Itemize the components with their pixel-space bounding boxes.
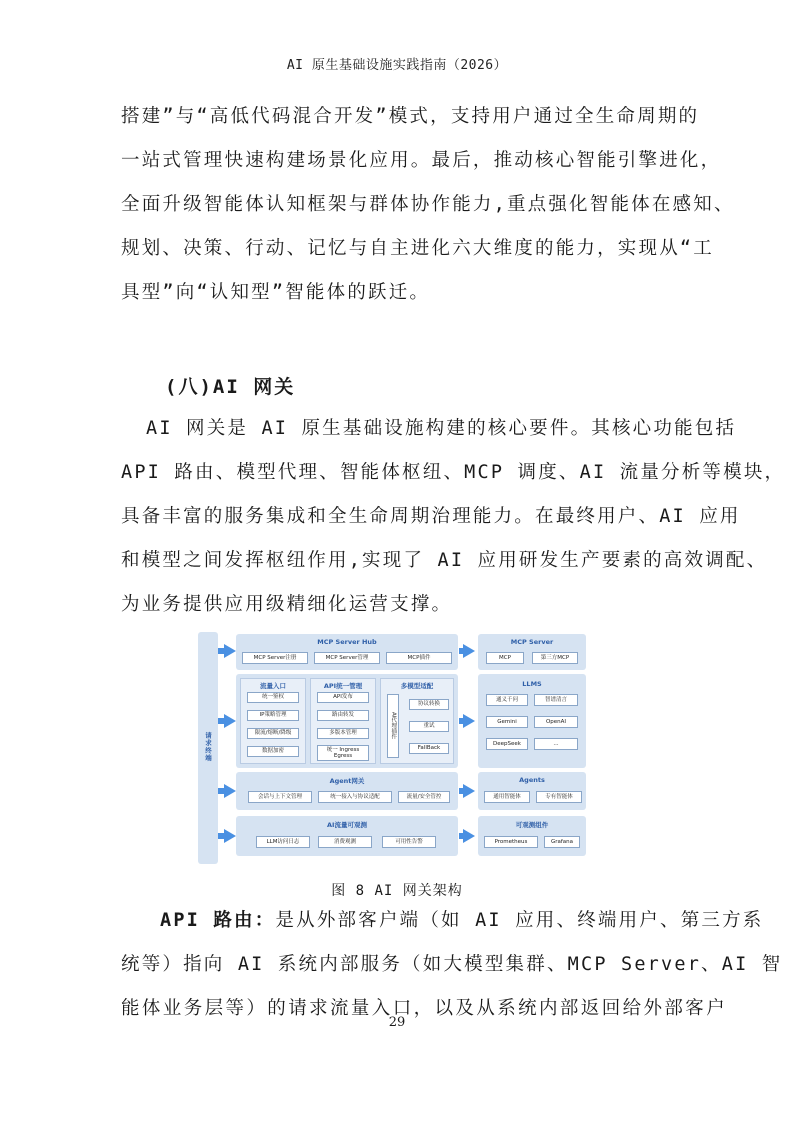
agents-item: 通用智能体 xyxy=(484,791,530,803)
api-mgmt-item: 路由转发 xyxy=(317,710,369,721)
agent-gateway-panel xyxy=(236,772,458,810)
traffic-entry-item: IP策略管理 xyxy=(247,710,299,721)
request-terminal-label: 请求终端 xyxy=(204,732,212,762)
mcp-server-panel xyxy=(478,634,586,670)
mcp-server-item: MCP xyxy=(486,652,524,664)
paragraph-line: 规划、决策、行动、记忆与自主进化六大维度的能力，实现从“工 xyxy=(121,238,714,259)
llm-item: 通义千问 xyxy=(486,694,528,706)
arrow-icon xyxy=(224,784,236,798)
multi-model-group xyxy=(380,678,454,764)
traffic-entry-group xyxy=(240,678,306,764)
paragraph-line: 具型”向“认知型”智能体的跃迁。 xyxy=(121,282,431,303)
api-mgmt-item: 多版本管理 xyxy=(317,728,369,739)
api-mgmt-item: API发布 xyxy=(317,692,369,703)
figure-caption: 图 8 AI 网关架构 xyxy=(331,883,463,899)
paragraph-line: 全面升级智能体认知框架与群体协作能力,重点强化智能体在感知、 xyxy=(121,194,735,215)
obs-component-item: Prometheus xyxy=(484,836,538,848)
arrow-icon xyxy=(463,714,475,728)
paragraph-line: 一站式管理快速构建场景化应用。最后，推动核心智能引擎进化， xyxy=(121,150,722,171)
observability-item: LLM访问日志 xyxy=(256,836,310,848)
traffic-entry-item: 数据加密 xyxy=(247,746,299,757)
obs-components-panel xyxy=(478,816,586,856)
llms-title: LLMS xyxy=(522,680,542,688)
ai-proxy-plugin: AI代理插件 xyxy=(387,694,399,758)
paragraph-line: 能体业务层等）的请求流量入口，以及从系统内部返回给外部客户 xyxy=(121,998,728,1019)
observability-item: 可用性告警 xyxy=(382,836,436,848)
agents-item: 专有智能体 xyxy=(536,791,582,803)
page-number: 29 xyxy=(388,1015,406,1030)
llms-panel xyxy=(478,674,586,768)
obs-component-item: Grafana xyxy=(544,836,580,848)
observability-panel xyxy=(236,816,458,856)
api-mgmt-title: API统一管理 xyxy=(323,682,363,690)
agents-panel xyxy=(478,772,586,810)
section-title: (八)AI 网关 xyxy=(165,376,296,398)
api-mgmt-group xyxy=(310,678,376,764)
ai-gateway-architecture-diagram xyxy=(198,632,588,864)
agent-gateway-item: 流量/安全管控 xyxy=(398,791,450,803)
agent-gateway-item: 会话与上下文管理 xyxy=(248,791,312,803)
llm-item: DeepSeek xyxy=(486,738,528,750)
mcp-hub-panel xyxy=(236,634,458,670)
multi-model-item: 协议转换 xyxy=(409,699,449,710)
mcp-hub-item: MCP Server管理 xyxy=(314,652,380,664)
agents-title: Agents xyxy=(519,776,545,784)
paragraph-line: 和模型之间发挥枢纽作用,实现了 AI 应用研发生产要素的高效调配、 xyxy=(121,550,768,571)
gateway-core-panel xyxy=(236,674,458,768)
observability-title: AI流量可观测 xyxy=(327,821,367,829)
api-mgmt-item: 统一 Ingress Egress xyxy=(317,745,369,761)
mcp-server-item: 第三方MCP xyxy=(532,652,578,664)
arrow-icon xyxy=(463,784,475,798)
llm-item: OpenAI xyxy=(534,716,578,728)
term-api-routing: API 路由： xyxy=(160,910,276,931)
multi-model-item: FallBack xyxy=(409,743,449,754)
traffic-entry-item: 限流/熔断/降级 xyxy=(247,728,299,739)
obs-components-title: 可观测组件 xyxy=(515,821,549,829)
request-terminal-bar xyxy=(198,632,218,864)
mcp-hub-title: MCP Server Hub xyxy=(317,638,377,646)
agent-gateway-title: Agent网关 xyxy=(329,777,365,785)
arrow-icon xyxy=(224,714,236,728)
llm-item: Gemini xyxy=(486,716,528,728)
traffic-entry-item: 统一鉴权 xyxy=(247,692,299,703)
running-header: AI 原生基础设施实践指南（2026） xyxy=(286,58,508,73)
paragraph-line: 统等）指向 AI 系统内部服务（如大模型集群、MCP Server、AI 智 xyxy=(121,954,783,975)
multi-model-title: 多模型适配 xyxy=(400,682,434,690)
paragraph-text: 是从外部客户端（如 AI 应用、终端用户、第三方系 xyxy=(275,910,764,931)
arrow-icon xyxy=(224,829,236,843)
mcp-server-title: MCP Server xyxy=(510,638,554,646)
mcp-hub-item: MCP插件 xyxy=(386,652,452,664)
paragraph-line: 为业务提供应用级精细化运营支撑。 xyxy=(121,594,453,615)
llm-item: ... xyxy=(534,738,578,750)
arrow-icon xyxy=(463,644,475,658)
multi-model-item: 重试 xyxy=(409,721,449,732)
paragraph-line xyxy=(160,910,764,932)
paragraph-line: AI 网关是 AI 原生基础设施构建的核心要件。其核心功能包括 xyxy=(146,418,737,439)
observability-item: 消费观测 xyxy=(318,836,372,848)
arrow-icon xyxy=(463,829,475,843)
paragraph-line: 搭建”与“高低代码混合开发”模式，支持用户通过全生命周期的 xyxy=(121,106,700,127)
agent-gateway-item: 统一接入与协议适配 xyxy=(318,791,392,803)
mcp-hub-item: MCP Server注册 xyxy=(242,652,308,664)
paragraph-line: 具备丰富的服务集成和全生命周期治理能力。在最终用户、AI 应用 xyxy=(121,506,741,527)
arrow-icon xyxy=(224,644,236,658)
paragraph-line: API 路由、模型代理、智能体枢纽、MCP 调度、AI 流量分析等模块， xyxy=(121,462,786,483)
llm-item: 智谱清言 xyxy=(534,694,578,706)
traffic-entry-title: 流量入口 xyxy=(260,682,286,690)
